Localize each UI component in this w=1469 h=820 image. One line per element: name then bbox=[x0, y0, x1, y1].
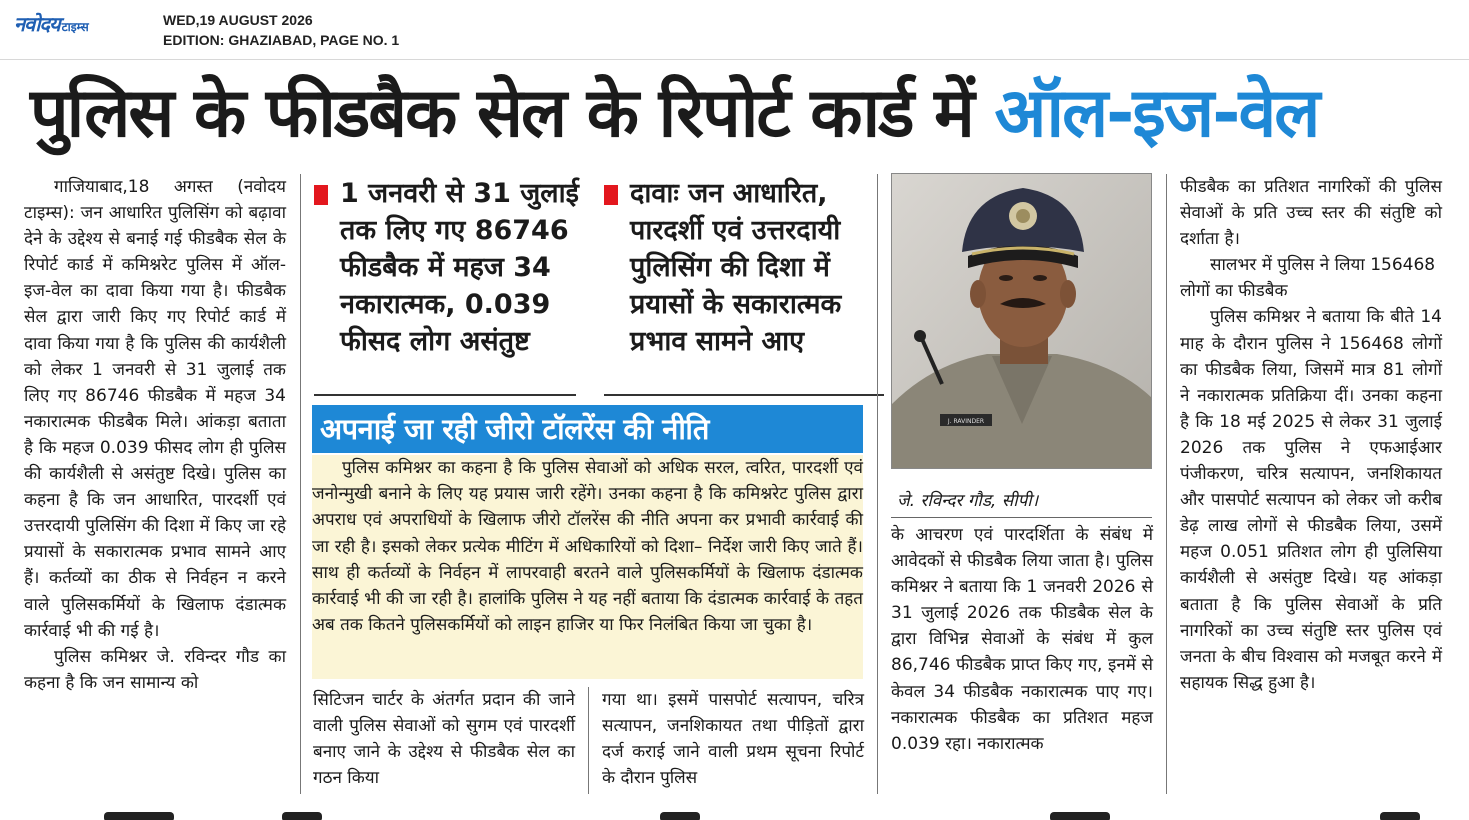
article-column-1 bbox=[24, 174, 286, 696]
article-column-4 bbox=[891, 522, 1153, 757]
red-bullet-icon bbox=[314, 185, 328, 205]
headline-highlight: ऑल-इज-वेल bbox=[994, 74, 1319, 153]
article-column-3 bbox=[602, 687, 864, 791]
next-headline-cutoff bbox=[0, 804, 1469, 820]
column3-text: गया था। इसमें पासपोर्ट सत्यापन, चरित्र सत्यापन, जनशिकायत तथा पीड़ितों द्वारा दर्ज कराई जाने वाली प्रथम सूचना रिपोर्ट के दौरान पुलिस bbox=[602, 690, 864, 789]
headline bbox=[30, 66, 1450, 162]
column-divider bbox=[1166, 174, 1167, 794]
article-column-5 bbox=[1180, 174, 1442, 696]
boxed-text bbox=[312, 455, 863, 638]
officer-portrait-image bbox=[892, 174, 1152, 469]
name-plate-text: J. RAVINDER bbox=[947, 418, 985, 425]
officer-photo bbox=[891, 173, 1152, 469]
divider-rule bbox=[314, 394, 576, 396]
column-divider bbox=[877, 174, 878, 794]
highlight-box-2 bbox=[604, 175, 866, 360]
divider-rule bbox=[604, 394, 884, 396]
logo-sub-text: टाइम्स bbox=[61, 20, 89, 34]
boxed-text-panel bbox=[312, 455, 863, 679]
column5-subhead: सालभर में पुलिस ने लिया 156468 लोगों का फीडबैक bbox=[1180, 255, 1436, 302]
boxed-text-para: पुलिस कमिश्नर का कहना है कि पुलिस सेवाओं को अधिक सरल, त्वरित, पारदर्शी एवं जनोन्मुखी बनाने के लिए यह प्रयास जारी रहेंगे। उनका कहना है कि कमिश्नरेट पुलिस द्वारा अपराध एवं अपराधियों के खिलाफ जीरो टॉलरेंस की नीति अपना कर प्रभावी कार्रवाई की जा रही है। इसको लेकर प्रत्येक मीटिंग में अधिकारियों को दिशा– निर्देश जारी किए जाते हैं। साथ ही कर्तव्यों के निर्वहन में लापरवाही बरतने वाले पुलिसकर्मियों के खिलाफ दंडात्मक कार्रवाई भी की जा रही है। हालांकि पुलिस ने यह नहीं बताया कि दंडात्मक कार्रवाई के तहत अब तक कितने पुलिसकर्मियों को लाइन हाजिर या फिर निलंबित किया जा चुका है। bbox=[312, 458, 863, 636]
column-divider bbox=[300, 174, 301, 794]
caption-rule bbox=[891, 517, 1152, 518]
highlight-box-1 bbox=[314, 175, 579, 360]
edition-name: EDITION: GHAZIABAD, PAGE NO. 1 bbox=[163, 32, 400, 48]
cutoff-glyph bbox=[104, 812, 174, 820]
cutoff-glyph bbox=[1050, 812, 1110, 820]
highlight-text-2: दावाः जन आधारित, पारदर्शी एवं उत्तरदायी पुलिसिंग की दिशा में प्रयासों के सकारात्मक प्रभाव सामने आए bbox=[630, 178, 842, 357]
highlight-text-1: 1 जनवरी से 31 जुलाई तक लिए गए 86746 फीडबैक में महज 34 नकारात्मक, 0.039 फीसद लोग असंतुष्ट bbox=[340, 178, 579, 357]
cutoff-glyph bbox=[282, 812, 322, 820]
red-bullet-icon bbox=[604, 185, 618, 205]
edition-info bbox=[163, 10, 399, 50]
column1-para2: पुलिस कमिश्नर जे. रविन्दर गौड का कहना है कि जन सामान्य को bbox=[24, 646, 286, 693]
edition-date: WED,19 AUGUST 2026 bbox=[163, 12, 313, 28]
headline-main: पुलिस के फीडबैक सेल के रिपोर्ट कार्ड में bbox=[30, 74, 995, 153]
photo-caption: जे. रविन्दर गौड, सीपी। bbox=[897, 491, 1039, 511]
column2-text: सिटिजन चार्टर के अंतर्गत प्रदान की जाने वाली पुलिस सेवाओं को सुगम एवं पारदर्शी बनाए जाने के उद्देश्य से फीडबैक सेल का गठन किया bbox=[313, 690, 575, 789]
cutoff-glyph bbox=[1380, 812, 1420, 820]
newspaper-logo[interactable] bbox=[14, 10, 138, 36]
cutoff-glyph bbox=[660, 812, 700, 820]
page-header bbox=[0, 0, 1469, 60]
column1-para1: गाजियाबाद,18 अगस्त (नवोदय टाइम्स): जन आधारित पुलिसिंग को बढ़ावा देने के उद्देश्य से बनाई गई फीडबैक सेल के रिपोर्ट कार्ड में कमिश्नरेट पुलिस में ऑल-इज-वेल का दावा किया गया है। फीडबैक सेल द्वारा जारी किए गए रिपोर्ट कार्ड में दावा किया गया है कि पुलिस की कार्यशैली को लेकर 1 जनवरी से 31 जुलाई तक लिए गए 86746 फीडबैक में महज 34 नकारात्मक फीडबैक मिले। आंकड़ा बताता है कि महज 0.039 फीसद लोग ही पुलिस की कार्यशैली से असंतुष्ट दिखे। पुलिस का कहना है कि जन आधारित, पारदर्शी एवं उत्तरदायी पुलिसिंग की दिशा में किए जा रहे प्रयासों के सकारात्मक प्रभाव सामने आए हैं। कर्तव्यों का ठीक से निर्वहन न करने वाले पुलिसकर्मियों के खिलाफ दंडात्मक कार्रवाई भी की गई है। bbox=[24, 177, 286, 641]
subhead-banner: अपनाई जा रही जीरो टॉलरेंस की नीति bbox=[312, 405, 863, 453]
article-column-2 bbox=[313, 687, 575, 791]
column5-para1: फीडबैक का प्रतिशत नागरिकों की पुलिस सेवाओं के प्रति उच्च स्तर की संतुष्टि को दर्शाता है। bbox=[1180, 177, 1442, 250]
column5-para3: पुलिस कमिश्नर ने बताया कि बीते 14 माह के दौरान पुलिस ने 156468 लोगों का फीडबैक लिया, जिसमें मात्र 81 लोगों ने नकारात्मक प्रतिक्रिया दीं। उनका कहना है कि 18 मई 2025 से लेकर 31 जुलाई 2026 तक पुलिस ने एफआईआर पंजीकरण, चरित्र सत्यापन, जनशिकायत और पासपोर्ट सत्यापन को लेकर जो करीब डेढ़ लाख लोगों से फीडबैक लिया, उसमें महज 0.051 प्रतिशत लोग ही पुलिसिया कार्यशैली से असंतुष्ट दिखे। यह आंकड़ा बताता है कि पुलिस सेवाओं के प्रति नागरिकों का उच्च संतुष्टि स्तर पुलिस एवं जनता के बीच विश्वास को मजबूत करने में सहायक सिद्ध हुआ है। bbox=[1180, 307, 1442, 693]
logo-main-text: नवोदय bbox=[14, 12, 60, 36]
column4-text: के आचरण एवं पारदर्शिता के संबंध में आवेदकों से फीडबैक लिया जाता है। पुलिस कमिश्नर ने बताया कि 1 जनवरी 2026 से 31 जुलाई 2026 तक फीडबैक सेल के द्वारा विभिन्न सेवाओं के संबंध में कुल 86,746 फीडबैक प्राप्त किए गए, इनमें से केवल 34 फीडबैक नकारात्मक पाए गए। नकारात्मक फीडबैक का प्रतिशत महज 0.039 रहा। नकारात्मक bbox=[891, 525, 1153, 754]
column-divider bbox=[588, 687, 589, 794]
